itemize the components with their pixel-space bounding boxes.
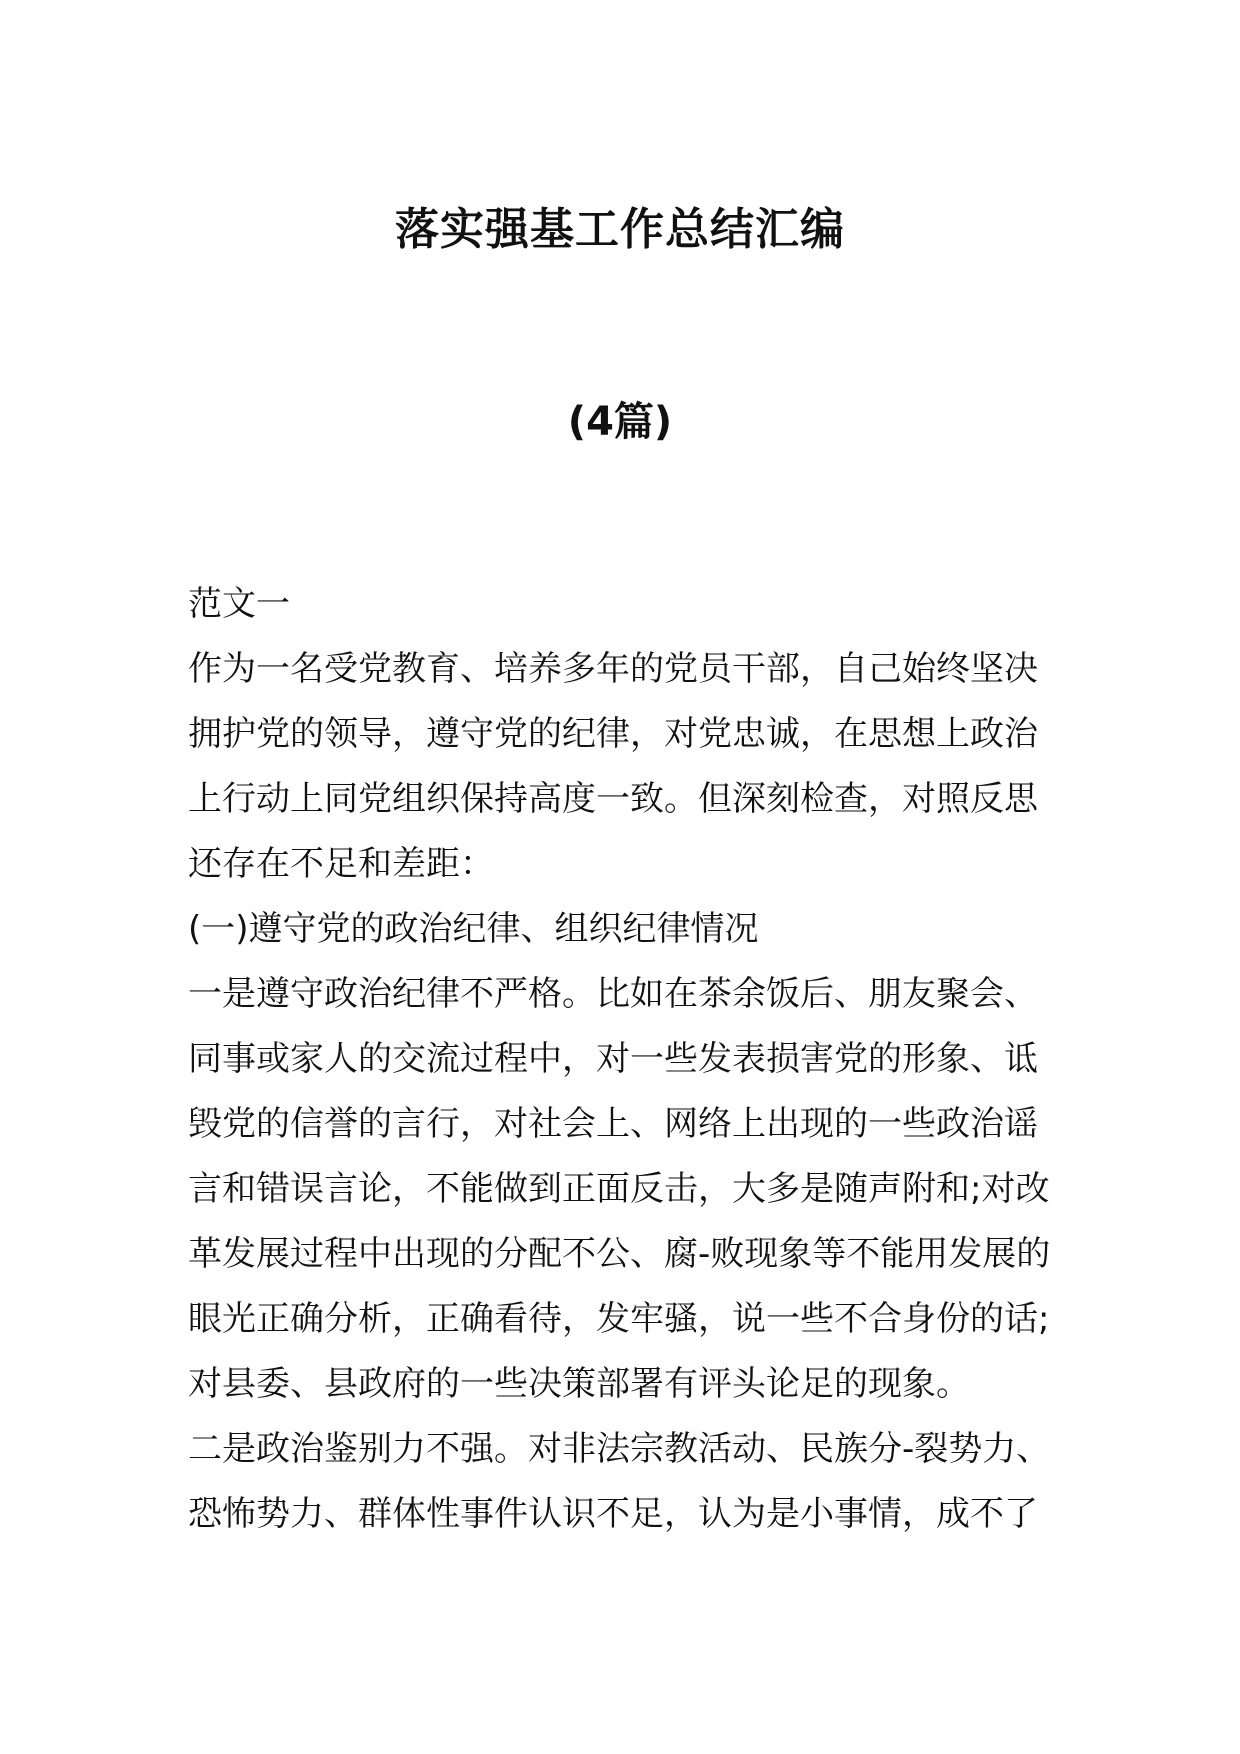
paragraph-line: 同事或家人的交流过程中，对一些发表损害党的形象、诋 [188, 1039, 1038, 1079]
paragraph-line: 眼光正确分析，正确看待，发牢骚，说一些不合身份的话; [188, 1299, 1050, 1339]
paragraph-line: 二是政治鉴别力不强。对非法宗教活动、民族分-裂势力、 [188, 1429, 1051, 1469]
section-heading-example-1: 范文一 [188, 584, 290, 624]
paragraph-line: 上行动上同党组织保持高度一致。但深刻检查，对照反思 [188, 779, 1038, 819]
paragraph-line: 拥护党的领导，遵守党的纪律，对党忠诚，在思想上政治 [188, 714, 1038, 754]
subsection-heading: (一)遵守党的政治纪律、组织纪律情况 [188, 909, 759, 949]
paragraph-line: 恐怖势力、群体性事件认识不足，认为是小事情，成不了 [188, 1494, 1038, 1534]
document-subtitle: (4篇) [567, 399, 673, 445]
paragraph-line: 一是遵守政治纪律不严格。比如在茶余饭后、朋友聚会、 [188, 974, 1038, 1014]
paragraph-line: 毁党的信誉的言行，对社会上、网络上出现的一些政治谣 [188, 1104, 1038, 1144]
document-body [188, 572, 1068, 1547]
paragraph-line: 作为一名受党教育、培养多年的党员干部，自己始终坚决 [188, 649, 1038, 689]
paragraph-line: 还存在不足和差距： [188, 844, 494, 884]
paragraph-line: 革发展过程中出现的分配不公、腐-败现象等不能用发展的 [188, 1234, 1051, 1274]
paragraph-line: 对县委、县政府的一些决策部署有评头论足的现象。 [188, 1364, 970, 1404]
document-title: 落实强基工作总结汇编 [395, 204, 845, 255]
paragraph-line: 言和错误言论，不能做到正面反击，大多是随声附和;对改 [188, 1169, 1050, 1209]
